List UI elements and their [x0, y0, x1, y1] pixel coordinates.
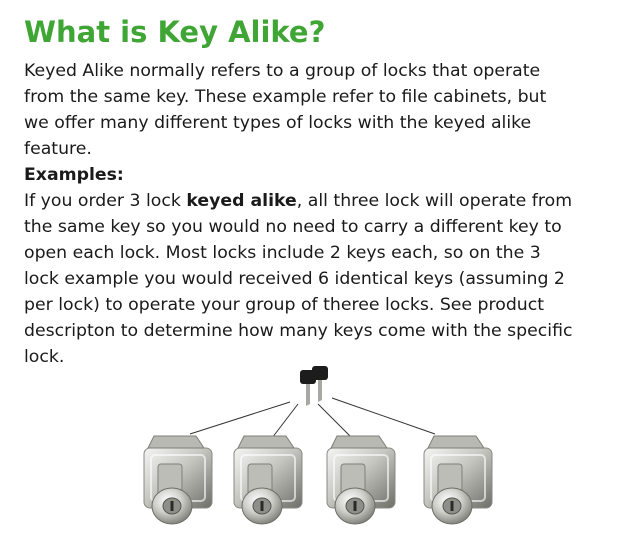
example-line: descripton to determine how many keys come with the specific [24, 321, 573, 341]
examples-paragraph [24, 188, 624, 370]
intro-line: Keyed Alike normally refers to a group of locks that operate [24, 61, 541, 81]
example-line [24, 188, 624, 214]
keyed-alike-illustration [0, 360, 642, 538]
example-text: , all three lock will operate from [296, 191, 573, 211]
examples-heading: Examples: [24, 165, 124, 185]
example-text: If you order 3 lock [24, 191, 187, 211]
keyed-alike-emphasis: keyed alike [186, 191, 297, 211]
pointer-lines [190, 398, 435, 438]
key-bunch-icon [300, 366, 328, 406]
example-line: per lock) to operate your group of theree locks. See product [24, 295, 545, 315]
cabinet-lock-icon [327, 436, 395, 524]
page-title: What is Key Alike? [24, 15, 326, 49]
cabinet-lock-icon [424, 436, 492, 524]
intro-line: feature. [24, 139, 92, 159]
example-line: lock. [24, 347, 65, 367]
example-line: open each lock. Most locks include 2 keys each, so on the 3 [24, 243, 541, 263]
body-text [24, 58, 624, 370]
cabinet-lock-icon [144, 436, 212, 524]
intro-line: we offer many different types of locks with the keyed alike [24, 113, 532, 133]
cabinet-lock-icon [234, 436, 302, 524]
intro-line: from the same key. These example refer to file cabinets, but [24, 87, 547, 107]
example-line: lock example you would received 6 identical keys (assuming 2 [24, 269, 565, 289]
intro-paragraph [24, 58, 624, 162]
example-line: the same key so you would no need to carry a different key to [24, 217, 562, 237]
